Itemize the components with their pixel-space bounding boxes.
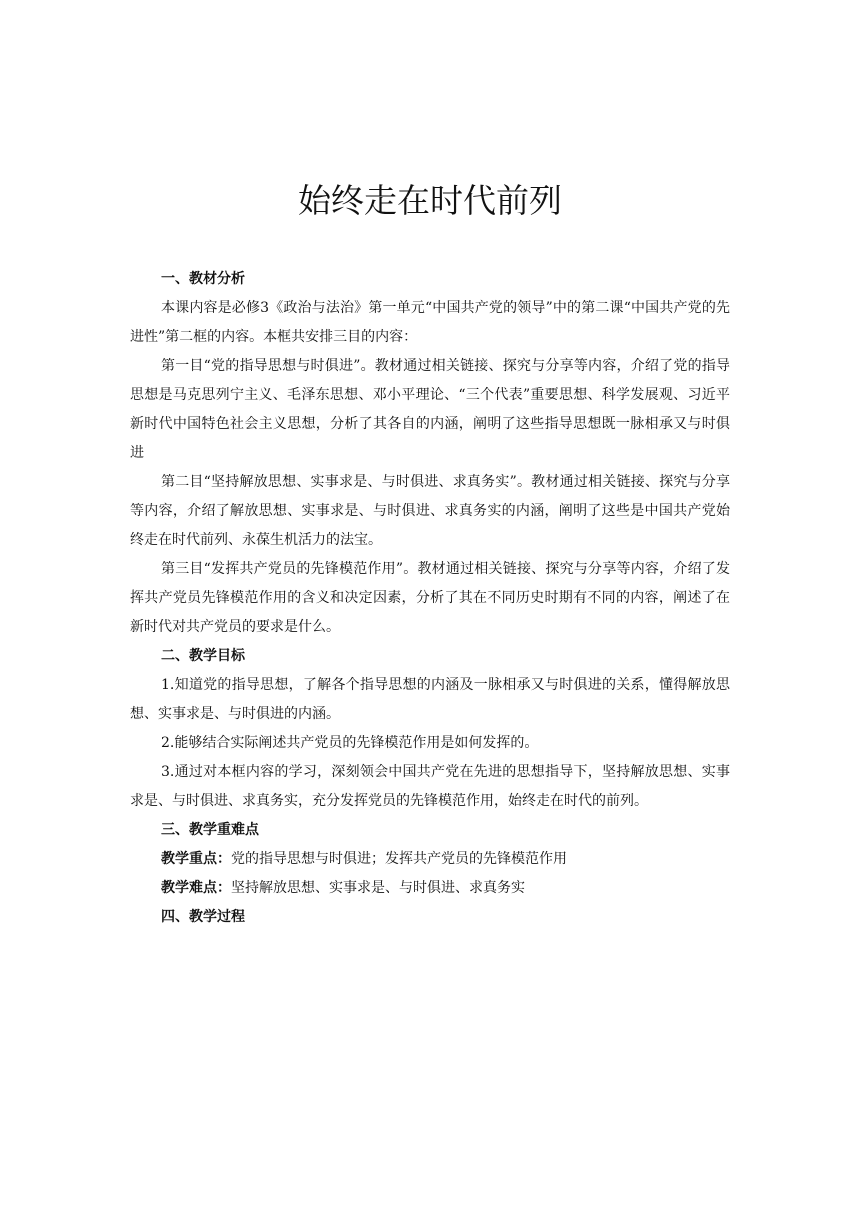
difficulty-line [130,874,730,903]
key-point-line [130,845,730,874]
section-heading-analysis: 一、教材分析 [161,271,245,287]
paragraph-intro: 本课内容是必修3《政治与法治》第一单元“中国共产党的领导”中的第二课“中国共产党的先进性”第二框的内容。本框共安排三目的内容： [130,300,730,345]
section-heading-objectives: 二、教学目标 [161,648,245,664]
key-point-label: 教学重点： [161,851,231,867]
key-point-text: 党的指导思想与时俱进；发挥共产党员的先锋模范作用 [231,851,567,867]
paragraph-third-item: 第三目“发挥共产党员的先锋模范作用”。教材通过相关链接、探究与分享等内容，介绍了发挥共产党员先锋模范作用的含义和决定因素，分析了其在不同历史时期有不同的内容，阐述了在新时代对共产党员的要求是什么。 [130,561,730,635]
paragraph-second-item: 第二目“坚持解放思想、实事求是、与时俱进、求真务实”。教材通过相关链接、探究与分享等内容，介绍了解放思想、实事求是、与时俱进、求真务实的内涵，阐明了这些是中国共产党始终走在时代前列、永葆生机活力的法宝。 [130,474,730,548]
objective-2: 2.能够结合实际阐述共产党员的先锋模范作用是如何发挥的。 [161,735,539,751]
difficulty-text: 坚持解放思想、实事求是、与时俱进、求真务实 [231,880,525,896]
paragraph-first-item: 第一目“党的指导思想与时俱进”。教材通过相关链接、探究与分享等内容，介绍了党的指导思想是马克思列宁主义、毛泽东思想、邓小平理论、“三个代表”重要思想、科学发展观、习近平新时代中国特色社会主义思想，分析了其各自的内涵，阐明了这些指导思想既一脉相承又与时俱进 [130,358,730,461]
document-body [130,265,730,932]
difficulty-label: 教学难点： [161,880,231,896]
document-title: 始终走在时代前列 [298,181,562,220]
section-heading-process: 四、教学过程 [161,909,245,925]
section-heading-key-points: 三、教学重难点 [161,822,259,838]
objective-3: 3.通过对本框内容的学习，深刻领会中国共产党在先进的思想指导下，坚持解放思想、实事求是、与时俱进、求真务实，充分发挥党员的先锋模范作用，始终走在时代的前列。 [130,764,730,809]
objective-1: 1.知道党的指导思想，了解各个指导思想的内涵及一脉相承又与时俱进的关系，懂得解放思想、实事求是、与时俱进的内涵。 [130,677,730,722]
